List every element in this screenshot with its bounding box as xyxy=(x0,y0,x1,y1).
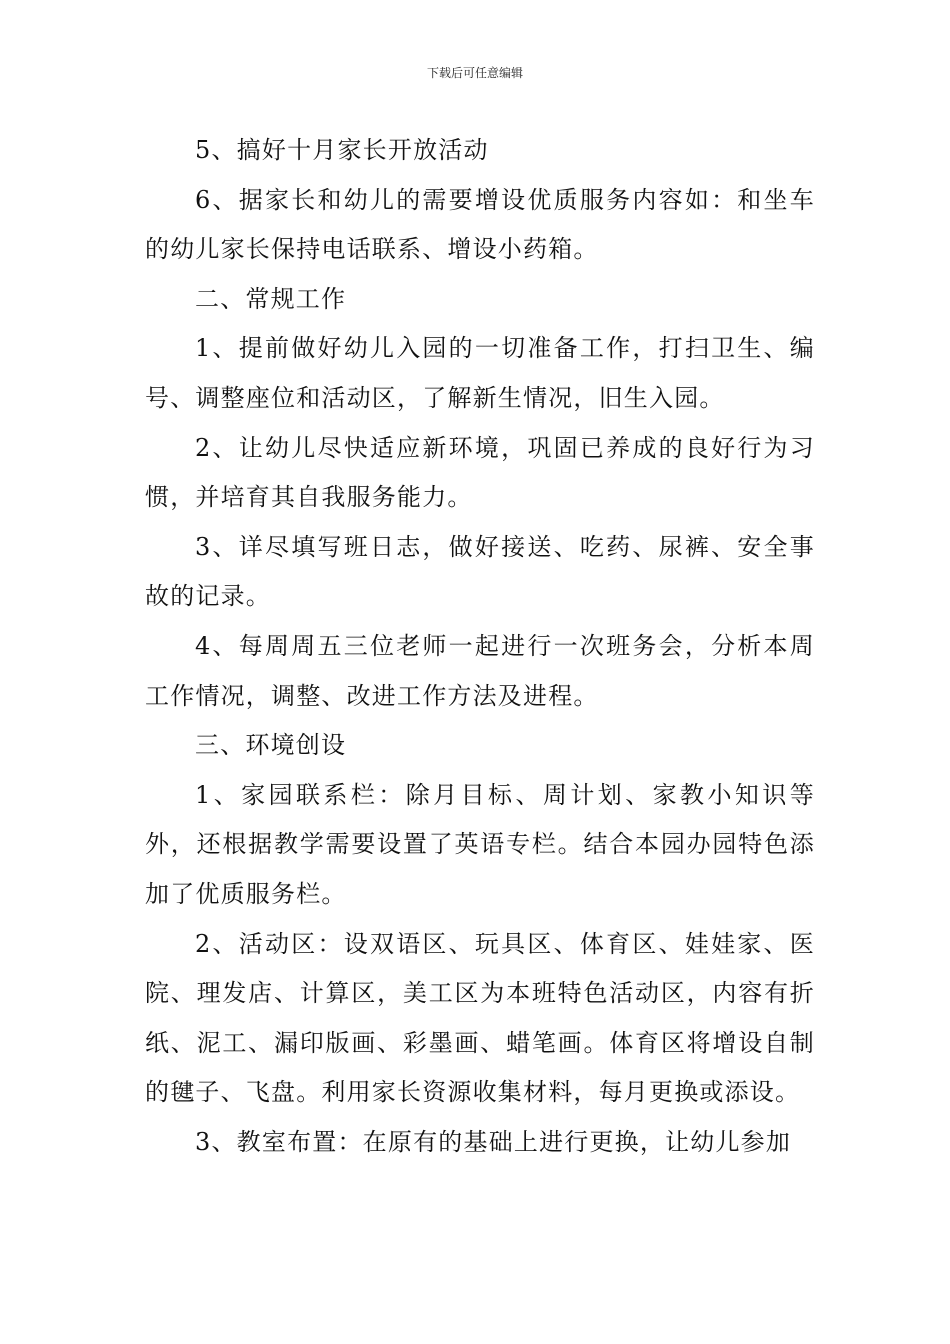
header-note: 下载后可任意编辑 xyxy=(426,66,523,80)
paragraph-routine-2: 2、让幼儿尽快适应新环境，巩固已养成的良好行为习惯，并培育其自我服务能力。 xyxy=(145,433,815,512)
paragraph-routine-1: 1、提前做好幼儿入园的一切准备工作，打扫卫生、编号、调整座位和活动区，了解新生情况，旧生入园。 xyxy=(145,334,815,412)
paragraph-item-5-open-day: 5、搞好十月家长开放活动 xyxy=(195,136,489,164)
paragraph-routine-3: 3、详尽填写班日志，做好接送、吃药、尿裤、安全事故的记录。 xyxy=(145,532,815,611)
paragraph-environment-2: 2、活动区：设双语区、玩具区、体育区、娃娃家、医院、理发店、计算区，美工区为本班特色活动区，内容有折纸、泥工、漏印版画、彩墨画、蜡笔画。体育区将增设自制的毽子、飞盘。利用家长资源收集材料，每月更换或添设。 xyxy=(145,929,815,1107)
document-body xyxy=(145,126,815,1167)
paragraph-environment-3: 3、教室布置：在原有的基础上进行更换，让幼儿参加 xyxy=(195,1127,792,1156)
paragraph-environment-1: 1、家园联系栏：除月目标、周计划、家教小知识等外，还根据教学需要设置了英语专栏。结合本园办园特色添加了优质服务栏。 xyxy=(145,780,815,908)
paragraph-routine-4: 4、每周周五三位老师一起进行一次班务会，分析本周工作情况，调整、改进工作方法及进程。 xyxy=(145,631,815,710)
section-heading-routine-work: 二、常规工作 xyxy=(195,284,347,313)
paragraph-item-6-services: 6、据家长和幼儿的需要增设优质服务内容如：和坐车的幼儿家长保持电话联系、增设小药箱。 xyxy=(145,185,815,264)
section-heading-environment: 三、环境创设 xyxy=(195,731,347,760)
